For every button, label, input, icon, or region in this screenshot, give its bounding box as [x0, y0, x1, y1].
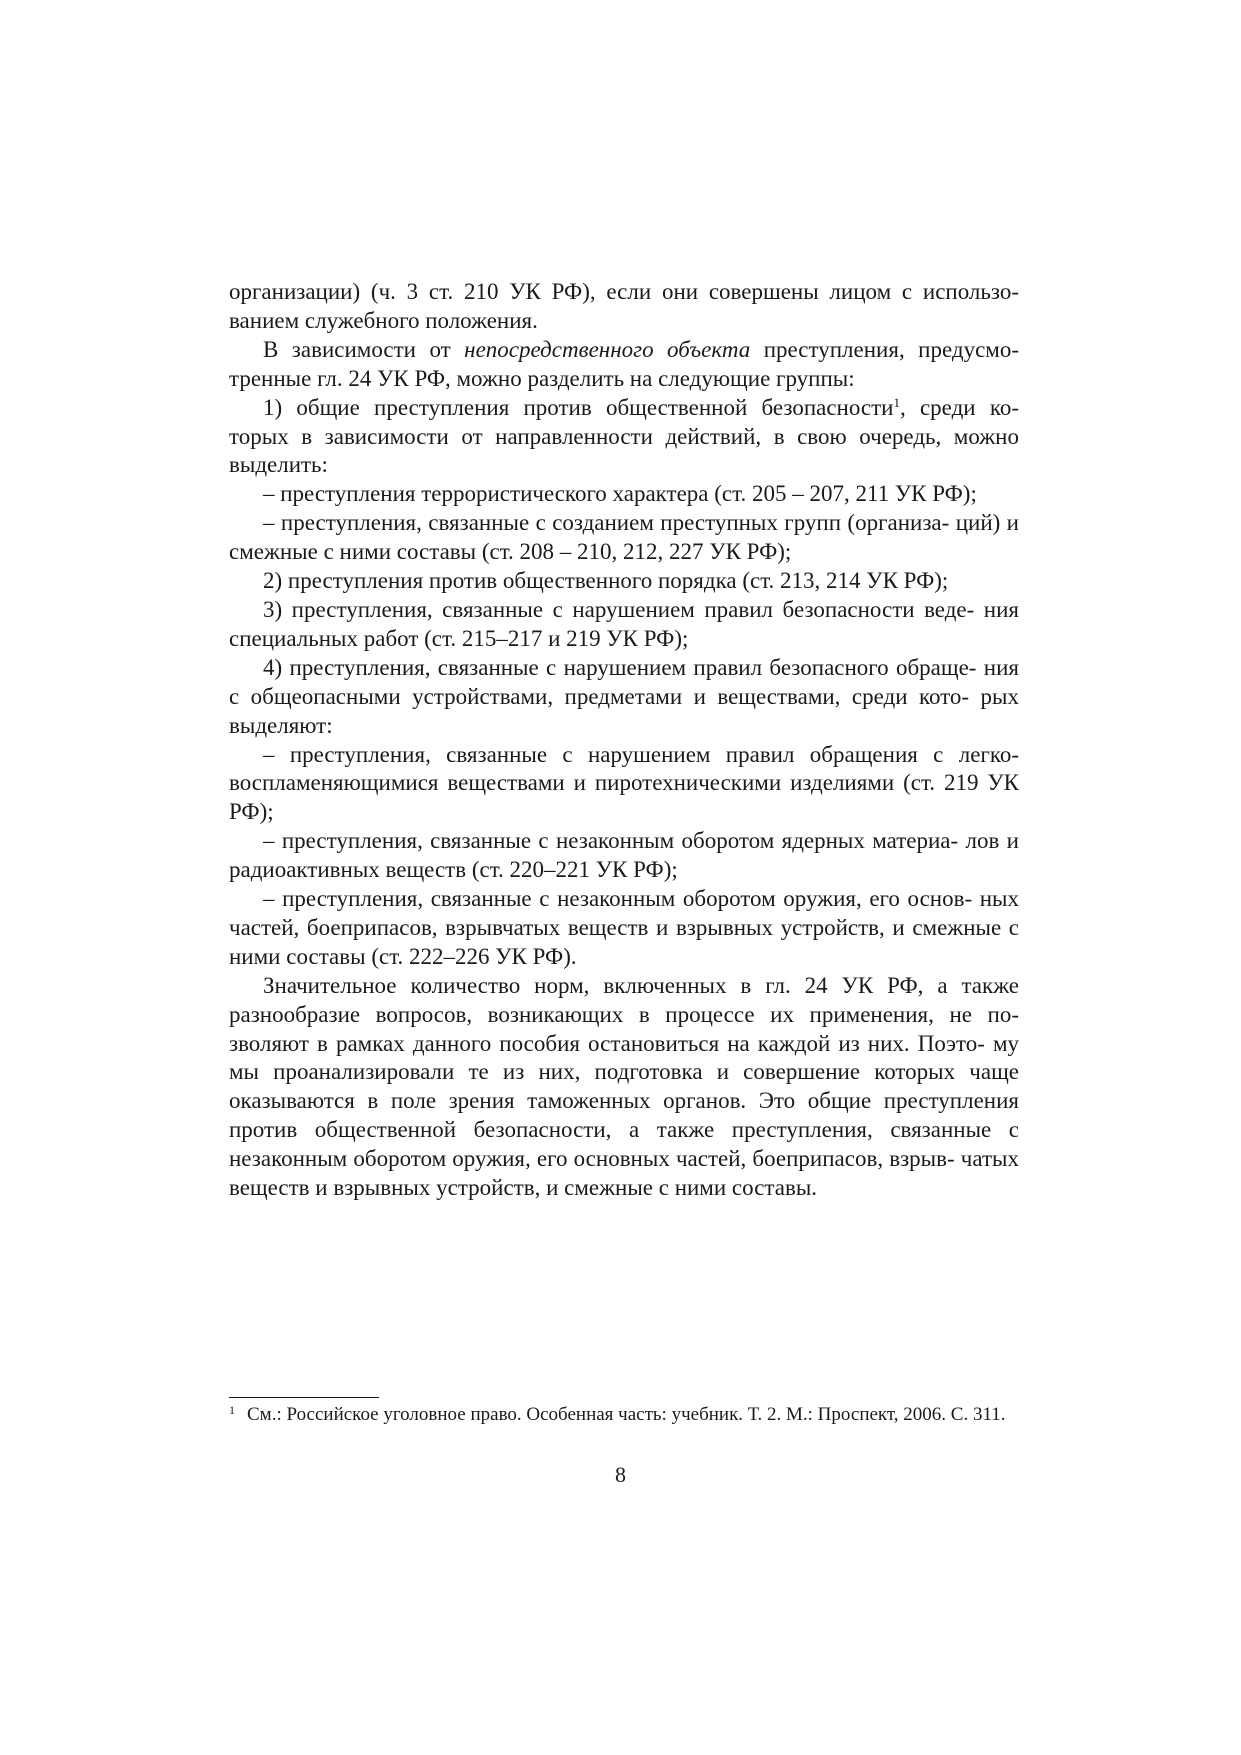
- footnote-text: См.: Российское уголовное право. Особенная часть: учебник. Т. 2. М.: Проспект, 2006. С. 311.: [247, 1404, 1006, 1425]
- list-subitem-criminal-groups: – преступления, связанные с созданием преступных групп (организа- ций) и смежные с ними составы (ст. 208 – 210, 212, 227 УК РФ);: [229, 510, 1019, 565]
- list-subitem-weapons: – преступления, связанные с незаконным оборотом оружия, его основ- ных частей, боеприпасов, взрывчатых веществ и взрывных устройств, и смежные с ними составы (ст. 222–226 УК РФ).: [229, 886, 1019, 969]
- list-subitem-terrorist: – преступления террористического характера (ст. 205 – 207, 211 УК РФ);: [263, 481, 977, 507]
- list-subitem-flammable: – преступления, связанные с нарушением правил обращения с легко- воспламеняющимися веществами и пиротехническими изделиями (ст. 219 УК РФ);: [229, 741, 1019, 825]
- paragraph-text: 1) общие преступления против общественной безопасности: [263, 394, 894, 420]
- list-item-group-4: 4) преступления, связанные с нарушением правил безопасного обраще- ния с общеопасными устройствами, предметами и веществами, среди кото- рых выделяют:: [229, 654, 1019, 738]
- main-text: [229, 278, 1019, 1203]
- list-item-group-1: [229, 394, 1019, 481]
- paragraph-object-groups: [229, 336, 1019, 394]
- paragraph-text: , среди ко- торых в зависимости от направленности действий, в свою очередь, можно выделить:: [229, 394, 1019, 478]
- list-item-group-2: 2) преступления против общественного порядка (ст. 213, 214 УК РФ);: [263, 568, 949, 594]
- page-number: 8: [615, 1462, 626, 1487]
- emphasis-text: непосредственного объекта: [464, 336, 751, 362]
- footnote-reference[interactable]: 1: [893, 394, 900, 410]
- footnote-mark: 1: [229, 1403, 235, 1417]
- footnote: [229, 1403, 1019, 1426]
- footnote-separator: [229, 1397, 379, 1398]
- paragraph-text: В зависимости от: [263, 336, 465, 362]
- paragraph-conclusion: Значительное количество норм, включенных в гл. 24 УК РФ, а также разнообразие вопросов, возникающих в процессе их применения, не по- зволяют в рамках данного пособия остановиться на каждой из них. Поэто- му мы проанализировали те из них, подготовка и совершение которых чаще оказываются в поле зрения таможенных органов. Это общие преступления против общественной безопасности, а также преступления, связанные с незаконным оборотом оружия, его основных частей, боеприпасов, взрыв- чатых веществ и взрывных устройств, и смежные с ними составы.: [229, 972, 1019, 1201]
- list-item-group-3: 3) преступления, связанные с нарушением правил безопасности веде- ния специальных работ (ст. 215–217 и 219 УК РФ);: [229, 596, 1019, 651]
- list-subitem-nuclear: – преступления, связанные с незаконным оборотом ядерных материа- лов и радиоактивных веществ (ст. 220–221 УК РФ);: [229, 828, 1019, 883]
- paragraph-text: преступления, предусмо- тренные гл. 24 УК РФ, можно разделить на следующие группы:: [229, 336, 1019, 391]
- paragraph-continuation: организации) (ч. 3 ст. 210 УК РФ), если они совершены лицом с использо- ванием служебного положения.: [229, 279, 1019, 333]
